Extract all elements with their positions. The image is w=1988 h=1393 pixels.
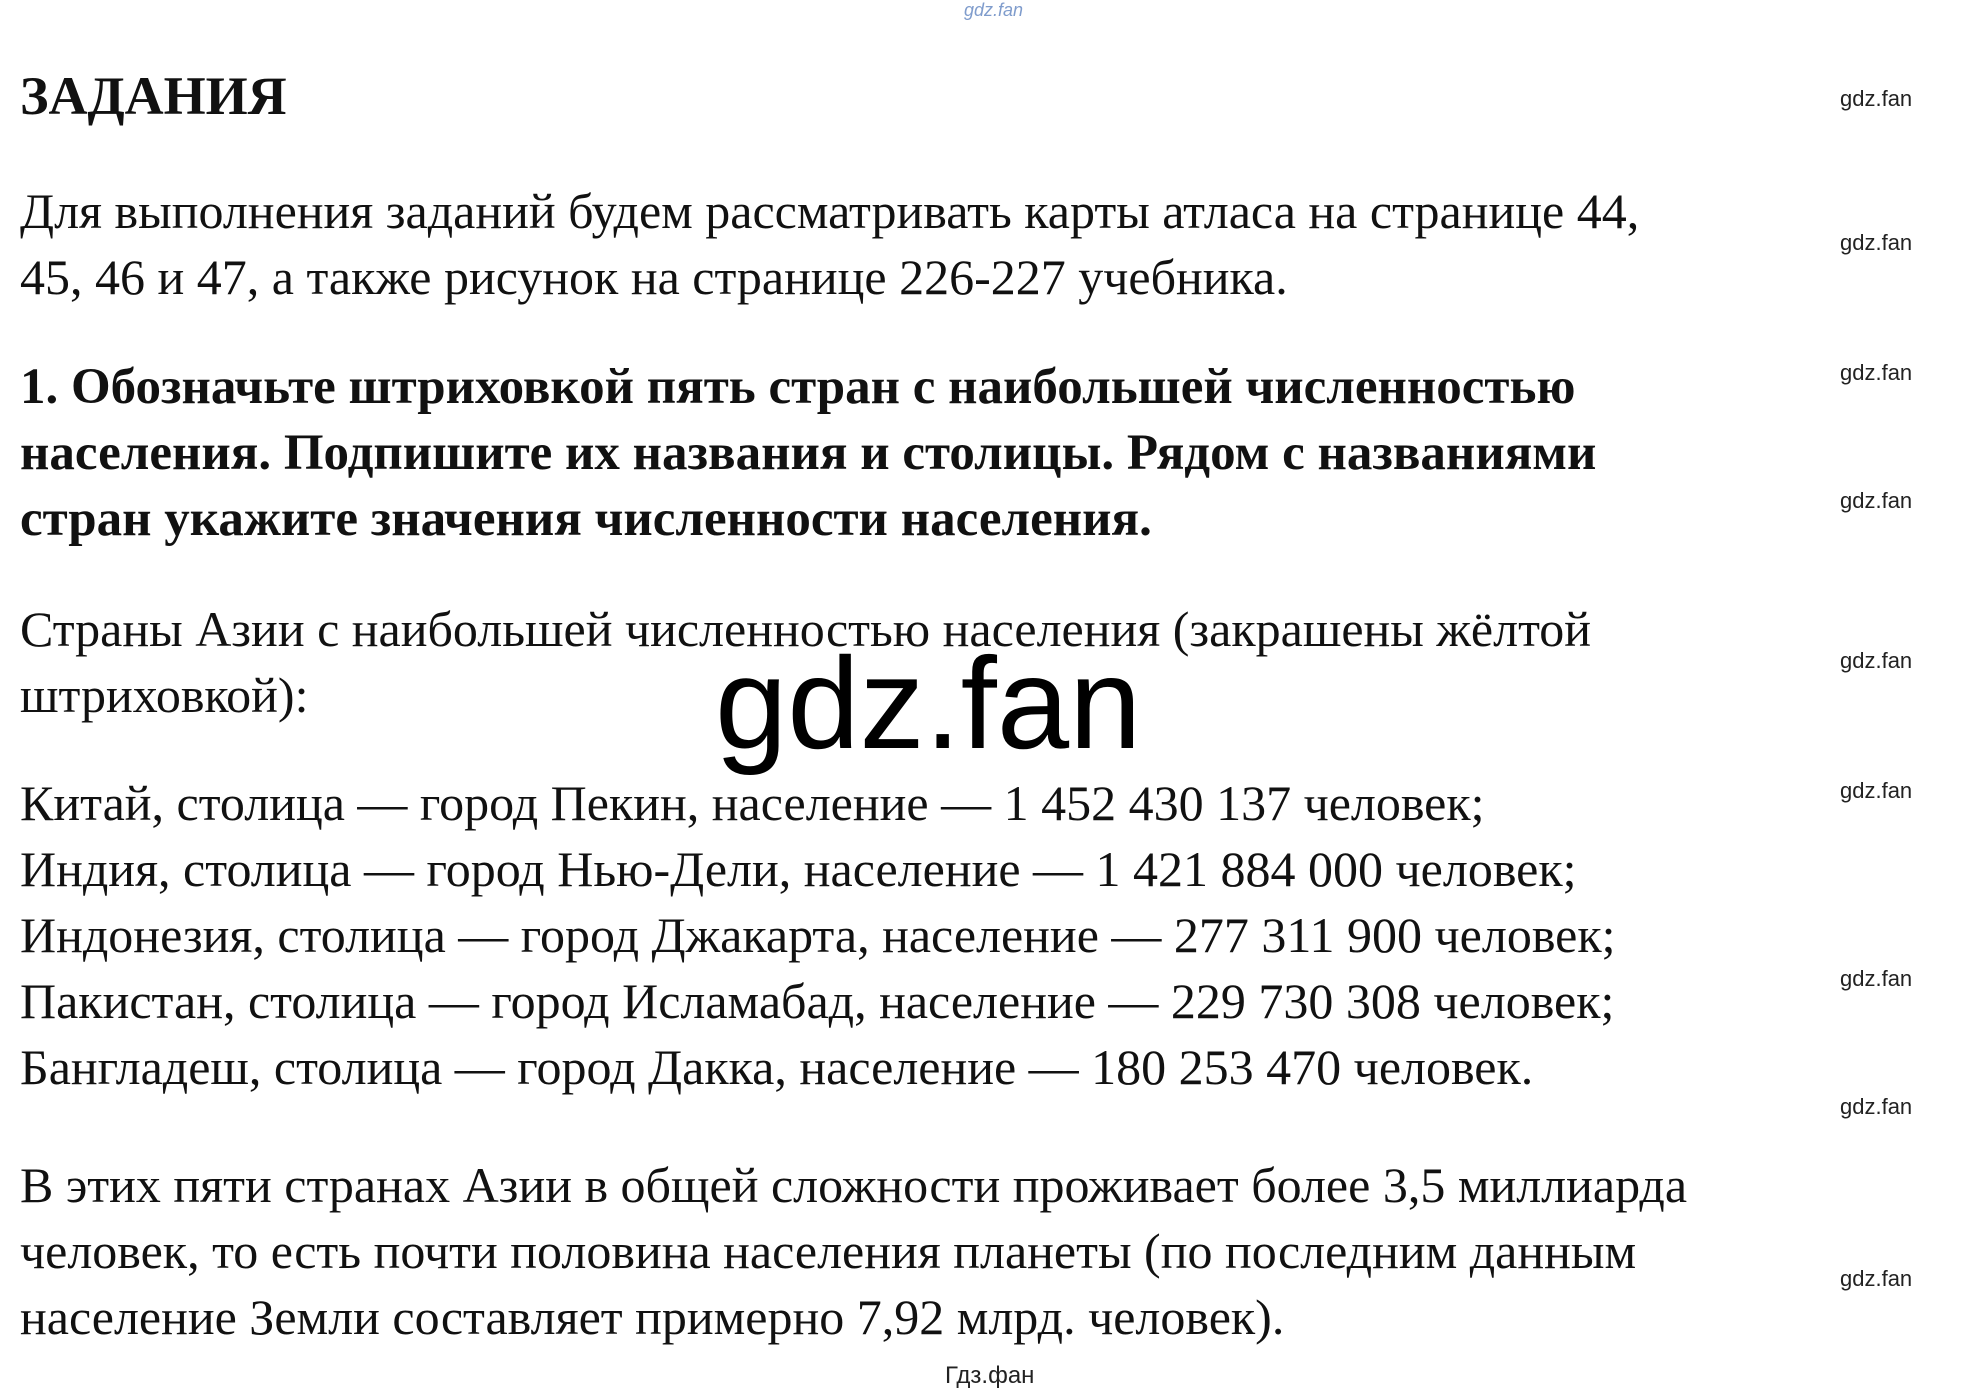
country-item-india: Индия, столица — город Нью-Дели, население — 1 421 884 000 человек; xyxy=(20,841,1577,897)
conclusion-line: население Земли составляет примерно 7,92 млрд. человек). xyxy=(20,1289,1285,1345)
conclusion-paragraph xyxy=(20,1152,1687,1350)
task-1-text xyxy=(20,354,1596,552)
watermark-side: gdz.fan xyxy=(1840,230,1913,255)
conclusion-line: человек, то есть почти половина населения планеты (по последним данным xyxy=(20,1223,1637,1279)
intro-paragraph xyxy=(20,178,1639,310)
watermark-side: gdz.fan xyxy=(1840,1094,1913,1119)
watermark-bottom: Гдз.фан xyxy=(945,1362,1035,1389)
watermark-side: gdz.fan xyxy=(1840,1266,1913,1291)
intro-line: 45, 46 и 47, а также рисунок на странице 226-227 учебника. xyxy=(20,249,1288,305)
country-item-indonesia: Индонезия, столица — город Джакарта, население — 277 311 900 человек; xyxy=(20,907,1616,963)
watermark-center: gdz.fan xyxy=(715,630,1142,776)
country-item-bangladesh: Бангладеш, столица — город Дакка, население — 180 253 470 человек. xyxy=(20,1039,1534,1095)
task-line: 1. Обозначьте штриховкой пять стран с наибольшей численностью xyxy=(20,359,1576,415)
country-list xyxy=(20,770,1616,1100)
answer-intro-line: штриховкой): xyxy=(20,667,309,723)
watermark-side: gdz.fan xyxy=(1840,778,1913,803)
watermark-top: gdz.fan xyxy=(964,0,1024,20)
intro-line: Для выполнения заданий будем рассматривать карты атласа на странице 44, xyxy=(20,183,1640,239)
country-item-china: Китай, столица — город Пекин, население — 1 452 430 137 человек; xyxy=(20,775,1485,831)
country-item-pakistan: Пакистан, столица — город Исламабад, население — 229 730 308 человек; xyxy=(20,973,1615,1029)
task-line: населения. Подпишите их названия и столицы. Рядом с названиями xyxy=(20,425,1597,481)
conclusion-line: В этих пяти странах Азии в общей сложности проживает более 3,5 миллиарда xyxy=(20,1157,1688,1213)
watermark-side: gdz.fan xyxy=(1840,86,1913,111)
watermark-side: gdz.fan xyxy=(1840,488,1913,513)
page-title: ЗАДАНИЯ xyxy=(20,66,287,126)
watermark-side: gdz.fan xyxy=(1840,966,1913,991)
task-line: стран укажите значения численности населения. xyxy=(20,491,1152,547)
answer-intro-line: Страны Азии с наибольшей численностью населения (закрашены жёлтой xyxy=(20,601,1592,657)
watermark-side: gdz.fan xyxy=(1840,360,1913,385)
watermark-side: gdz.fan xyxy=(1840,648,1913,673)
